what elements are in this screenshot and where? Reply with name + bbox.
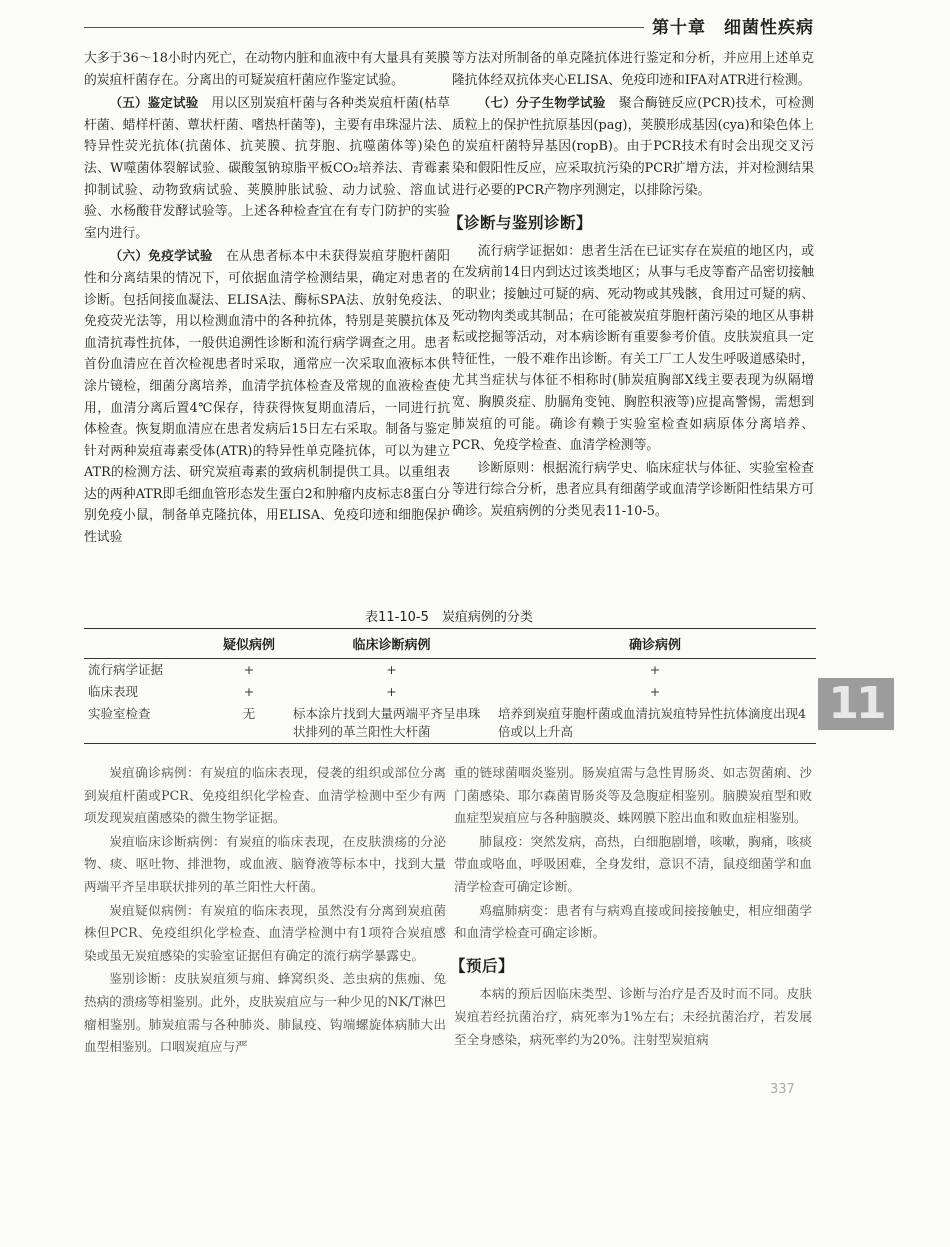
table-cell: 实验室检查 <box>88 706 151 721</box>
table-row <box>84 681 816 703</box>
table-cell: + <box>386 662 397 677</box>
table-cell: 无 <box>242 706 256 721</box>
table-header-row <box>84 629 816 659</box>
table-cell: + <box>386 684 397 699</box>
left-column-upper <box>84 48 450 550</box>
paragraph: 重的链球菌咽炎鉴别。肠炭疽需与急性胃肠炎、如志贺菌痢、沙门菌感染、耶尔森菌胃肠炎等及急腹症相鉴别。脑膜炭疽型和败血症型炭疽应与各种脑膜炎、蛛网膜下腔出血和败血症相鉴别。 <box>454 765 812 826</box>
section-heading: 【诊断与鉴别诊断】 <box>448 214 593 233</box>
table-cell: 培养到炭疽芽胞杆菌或血清抗炭疽特异性抗体滴度出现4倍或以上升高 <box>498 706 806 739</box>
table-cell: + <box>243 662 255 677</box>
paragraph <box>84 92 450 244</box>
subsection-label: （六）免疫学试验 <box>109 248 213 264</box>
table-header: 临床诊断病例 <box>352 638 431 653</box>
table-row <box>84 659 816 682</box>
subsection-label: （七）分子生物学试验 <box>477 95 606 111</box>
table-header: 疑似病例 <box>222 638 275 653</box>
header-rule <box>84 27 644 28</box>
left-column-lower <box>84 762 446 1060</box>
page-number: 337 <box>770 1082 795 1097</box>
table-cell: + <box>649 662 661 677</box>
table-row <box>84 703 816 744</box>
paragraph: 鸡瘟肺病变：患者有与病鸡直接或间接接触史，相应细菌学和血清学检查可确定诊断。 <box>454 902 812 941</box>
table-cell: + <box>243 684 255 699</box>
paragraph <box>84 245 450 548</box>
section-heading: 【预后】 <box>450 956 515 975</box>
paragraph: 流行病学证据如：患者生活在已证实存在炭疽的地区内，或在发病前14日内到达过该类地区；从事与毛皮等畜产品密切接触的职业；接触过可疑的病、死动物或其残骸，食用过可疑的病、死动物肉类或其制品；在可能被炭疽芽胞杆菌污染的地区从事耕耘或挖掘等活动，对本病诊断有重要参考价值。皮肤炭疽具一定特征性，一般不难作出诊断。有关工厂工人发生呼吸道感染时，尤其当症状与体征不相称时(肺炭疽胸部X线主要表现为纵隔增宽、胸膜炎症、肋膈角变钝、胸腔积液等)应提高警惕，需想到肺炭疽的可能。确诊有赖于实验室检查如病原体分离培养、PCR、免疫学检查、血清学检测等。 <box>452 243 814 454</box>
paragraph: 炭疽确诊病例：有炭疽的临床表现，侵袭的组织或部位分离到炭疽杆菌或PCR、免疫组织化学检查、血清学检测中至少有两项发现炭疽菌感染的微生物学证据。 <box>84 765 446 826</box>
paragraph: 炭疽临床诊断病例：有炭疽的临床表现，在皮肤溃疡的分泌物、痰、呕吐物、排泄物，或血液、脑脊液等标本中，找到大量两端平齐呈串联状排列的革兰阳性大杆菌。 <box>84 833 446 894</box>
table-caption: 表11-10-5 炭疽病例的分类 <box>365 610 533 625</box>
paragraph: 鉴别诊断：皮肤炭疽须与痈、蜂窝织炎、恙虫病的焦痂、兔热病的溃疡等相鉴别。此外，皮肤炭疽应与一种少见的NK/T淋巴瘤相鉴别。肺炭疽需与各种肺炎、肺鼠疫、钩端螺旋体病肺大出血型相鉴别。口咽炭疽应与严 <box>84 971 446 1055</box>
chapter-title: 第十章 细菌性疾病 <box>652 18 814 38</box>
paragraph-text: 用以区别炭疽杆菌与各种类炭疽杆菌(枯草杆菌、蜡样杆菌、蕈状杆菌、嗜热杆菌等)，主要有串珠湿片法、特异性荧光抗体(抗菌体、抗荚膜、抗芽胞、抗噬菌体等)染色法、W噬菌体裂解试验、碳酸氢钠琼脂平板CO₂培养法、青霉素抑制试验、动物致病试验、荚膜肿胀试验、动力试验、溶血试验、水杨酸苷发酵试验等。上述各种检查宜在有专门防护的实验室内进行。 <box>84 96 450 241</box>
table-cell: 临床表现 <box>88 684 139 699</box>
table-cell: 流行病学证据 <box>88 662 164 677</box>
paragraph: 本病的预后因临床类型、诊断与治疗是否及时而不同。皮肤炭疽若经抗菌治疗，病死率为1%左右；未经抗菌治疗，若发展至全身感染，病死率约为20%。注射型炭疽病 <box>454 986 812 1047</box>
paragraph: 大多于36～18小时内死亡，在动物内脏和血液中有大量具有荚膜的炭疽杆菌存在。分离出的可疑炭疽杆菌应作鉴定试验。 <box>84 51 450 88</box>
paragraph: 等方法对所制备的单克隆抗体进行鉴定和分析，并应用上述单克隆抗体经双抗体夹心ELISA、免疫印迹和IFA对ATR进行检测。 <box>452 51 814 88</box>
paragraph: 诊断原则：根据流行病学史、临床症状与体征、实验室检查等进行综合分析，患者应具有细菌学或血清学诊断阳性结果方可确诊。炭疽病例的分类见表11-10-5。 <box>452 460 814 519</box>
table-header <box>84 629 209 659</box>
right-column-lower <box>450 762 812 1052</box>
right-column-upper <box>448 48 814 523</box>
table-header: 确诊病例 <box>628 638 681 653</box>
paragraph <box>452 92 814 201</box>
paragraph: 炭疽疑似病例：有炭疽的临床表现，虽然没有分离到炭疽菌株但PCR、免疫组织化学检查、血清学检测中有1项符合炭疽感染或虽无炭疽感染的实验室证据但有确定的流行病学暴露史。 <box>84 902 446 963</box>
table-cell: + <box>649 684 661 699</box>
paragraph-text: 在从患者标本中未获得炭疽芽胞杆菌阳性和分离结果的情况下，可依据血清学检测结果，确定对患者的诊断。包括间接血凝法、ELISA法、酶标SPA法、放射免疫法、免疫荧光法等，用以检测血清中的各种抗体，特别是荚膜抗体及血清抗毒性抗体，一般供追溯性诊断和流行病学调查之用。患者首份血清应在首次检视患者时采取，通常应一次采取血液标本供涂片镜检，细菌分离培养，血清学抗体检查及常规的血液检查使用，血清分离后置4℃保存，待获得恢复期血清后，一同进行抗体检查。恢复期血清应在患者发病后15日左右采取。制备与鉴定针对两种炭疽毒素受体(ATR)的特异性单克隆抗体，可以为建立ATR的检测方法、研究炭疽毒素的致病机制提供工具。以重组表达的两种ATR即毛细血管形态发生蛋白2和肿瘤内皮标志8蛋白分别免疫小鼠，制备单克隆抗体，用ELISA、免疫印迹和细胞保护性试验 <box>84 249 450 546</box>
paragraph-text: 聚合酶链反应(PCR)技术，可检测质粒上的保护性抗原基因(pag)，荚膜形成基因(cya)和染色体上的炭疽杆菌特异基因(ropB)。由于PCR技术有时会出现交叉污染和假阳性反应，应采取抗污染的PCR扩增方法，并对检测结果进行必要的PCR产物序列测定，以排除污染。 <box>452 96 814 198</box>
paragraph: 肺鼠疫：突然发病，高热，白细胞剧增，咳嗽，胸痛，咳痰带血或咯血，呼吸困难，全身发绀，意识不清，鼠疫细菌学和血清学检查可确定诊断。 <box>454 833 812 894</box>
classification-table <box>84 628 816 744</box>
subsection-label: （五）鉴定试验 <box>109 95 199 111</box>
table-cell: 标本涂片找到大量两端平齐呈串珠状排列的革兰阳性大杆菌 <box>293 706 481 739</box>
chapter-tab: 11 <box>818 678 894 730</box>
